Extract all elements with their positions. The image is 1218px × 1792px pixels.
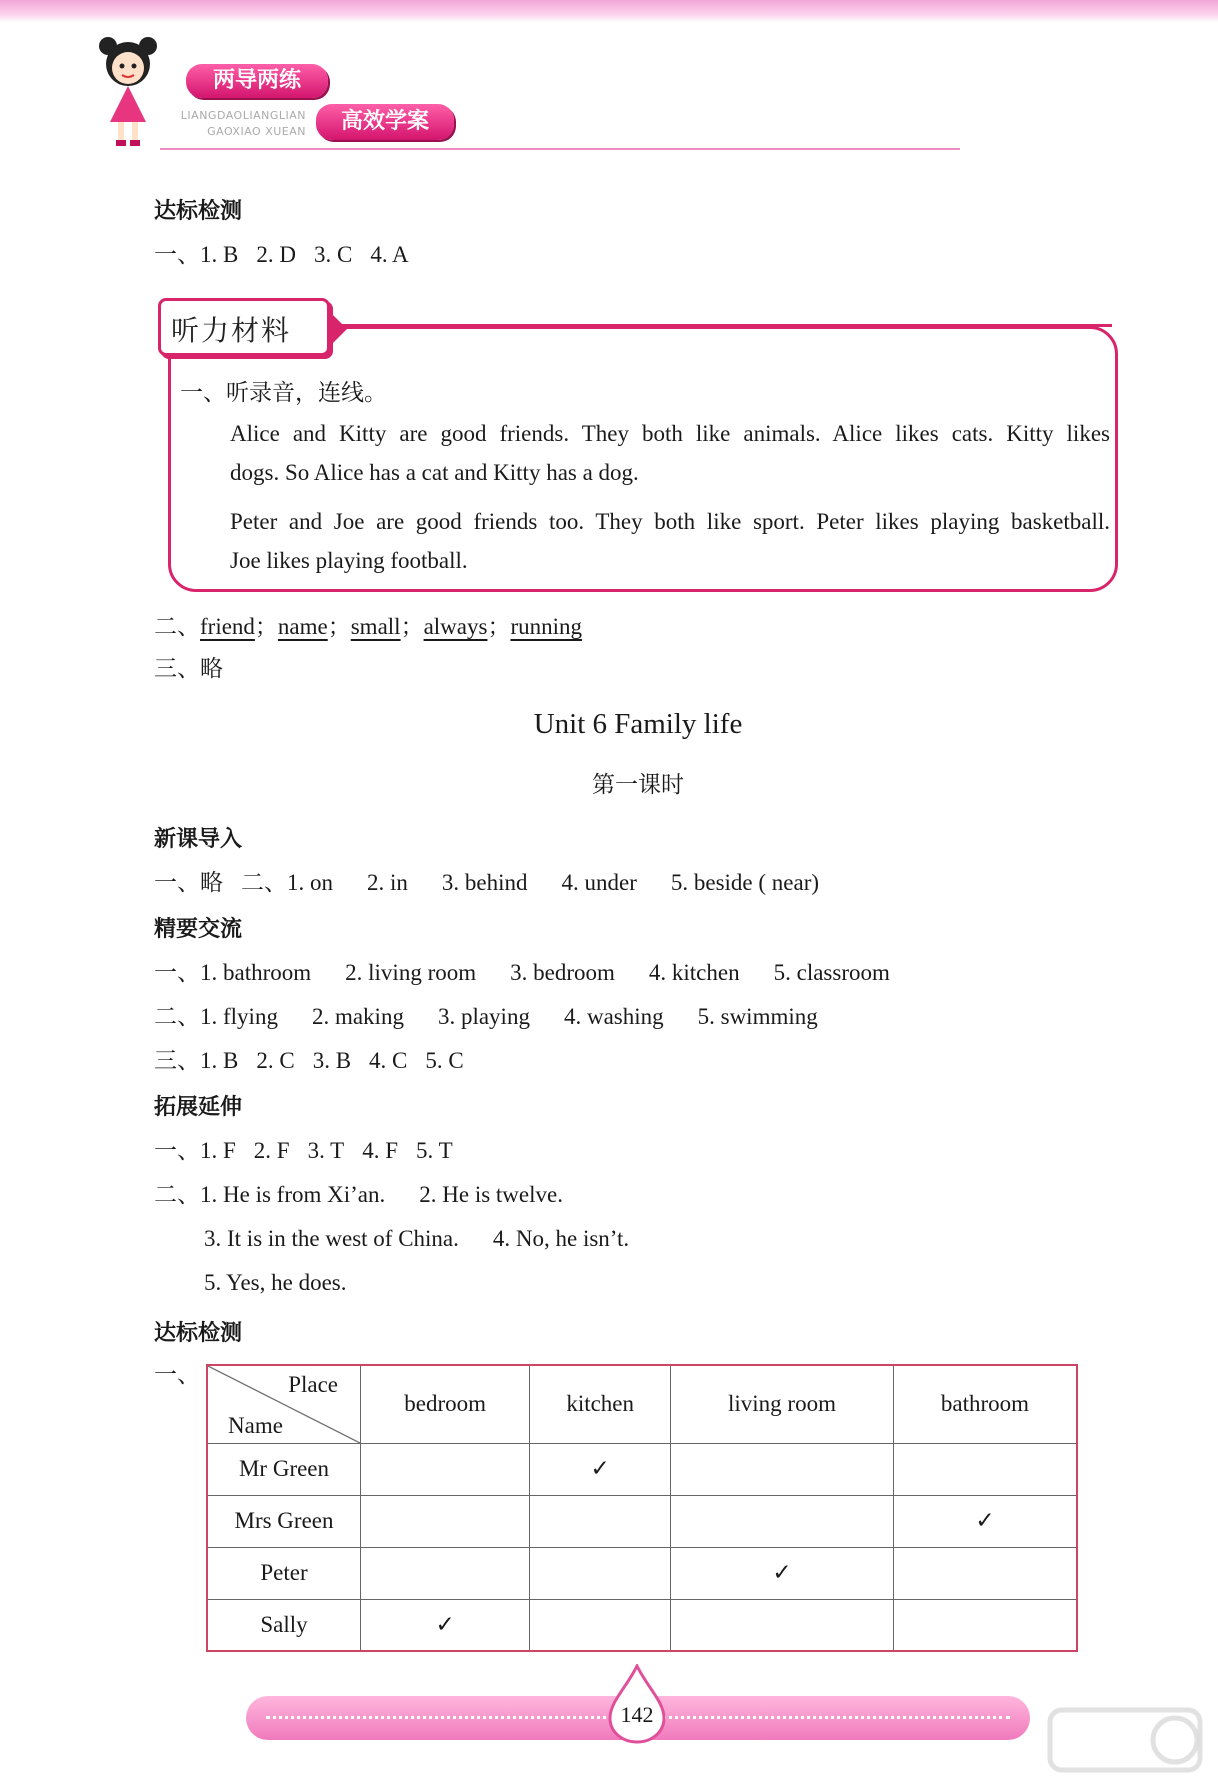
table-row xyxy=(207,1547,1077,1599)
answer: 4. under xyxy=(561,870,637,895)
series-pinyin xyxy=(166,108,306,140)
column-header: kitchen xyxy=(530,1365,671,1443)
series-title-badge: 两导两练 xyxy=(186,64,328,98)
column-header: living room xyxy=(670,1365,893,1443)
table-cell: ✓ xyxy=(894,1495,1078,1547)
header-rule xyxy=(160,148,960,150)
row-name: Mr Green xyxy=(207,1443,361,1495)
table-row xyxy=(207,1495,1077,1547)
underlined-word: friend xyxy=(200,614,255,639)
exchange-q2-answers xyxy=(154,1002,818,1032)
page-number: 142 xyxy=(620,1702,654,1727)
answer: 2. F xyxy=(253,1138,290,1163)
table-cell xyxy=(670,1495,893,1547)
answer: 3. behind xyxy=(441,870,528,895)
separator: ； xyxy=(400,614,424,640)
answer: 4. kitchen xyxy=(648,960,740,985)
prev-q1-answers xyxy=(154,240,409,270)
table-cell xyxy=(894,1599,1078,1651)
paragraph-line: dogs. So Alice has a cat and Kitty has a dog. xyxy=(230,460,639,485)
table-cell xyxy=(361,1547,530,1599)
answer: 2. in xyxy=(367,870,408,895)
q-label: 三、 xyxy=(154,1048,200,1074)
answer: 4. C xyxy=(369,1048,408,1073)
answer: 1. F xyxy=(200,1138,236,1163)
subtitle-badge: 高效学案 xyxy=(316,104,454,140)
underlined-word: name xyxy=(277,614,328,639)
watermark-logo-icon xyxy=(1040,1700,1210,1790)
answer: 3. It is in the west of China. xyxy=(204,1226,459,1251)
q2-word-answers xyxy=(154,612,582,642)
section-heading-exchange: 精要交流 xyxy=(154,917,243,942)
answer: 3. playing xyxy=(437,1004,530,1029)
answer: 2. making xyxy=(311,1004,404,1029)
answer: 4. No, he isn’t. xyxy=(492,1226,630,1251)
paragraph-line: Alice and Kitty are good friends. They both like animals. Alice likes cats. Kitty likes xyxy=(230,421,1110,446)
answer: 5. classroom xyxy=(773,960,890,985)
column-header: bathroom xyxy=(894,1365,1078,1443)
table-cell xyxy=(361,1495,530,1547)
separator: ； xyxy=(487,614,511,640)
section-heading-intro: 新课导入 xyxy=(154,827,243,852)
extend-q1-answers xyxy=(154,1136,453,1166)
table-cell xyxy=(894,1443,1078,1495)
extend-q2-line-2 xyxy=(204,1224,629,1254)
answer: 2. C xyxy=(256,1048,295,1073)
table-cell xyxy=(670,1599,893,1651)
section-heading-check-prev: 达标检测 xyxy=(154,199,243,224)
tab-arrow-icon xyxy=(327,309,347,349)
listening-question: 一、听录音，连线。 xyxy=(180,380,387,406)
q-label: 二、 xyxy=(154,1004,200,1030)
room-answer-table xyxy=(206,1364,1078,1652)
underlined-word: running xyxy=(510,614,583,639)
q-label: 一、 xyxy=(154,1138,200,1164)
answer: 5. T xyxy=(416,1138,453,1163)
answer: 2. D xyxy=(256,242,296,267)
answer: 3. C xyxy=(313,242,353,267)
answer: 1. flying xyxy=(200,1004,278,1029)
listening-title-tab xyxy=(158,298,330,356)
series-pinyin-line-1: LIANGDAOLIANGLIAN xyxy=(180,109,306,122)
unit-title: Unit 6 Family life xyxy=(533,708,743,740)
table-row xyxy=(207,1443,1077,1495)
answer: 2. He is twelve. xyxy=(419,1182,563,1207)
table-cell xyxy=(530,1495,671,1547)
table-cell xyxy=(530,1547,671,1599)
column-header: bedroom xyxy=(361,1365,530,1443)
section-heading-check: 达标检测 xyxy=(154,1321,243,1346)
q-label: 二、 xyxy=(154,1182,200,1208)
table-row xyxy=(207,1599,1077,1651)
extend-q2-line-1 xyxy=(154,1180,563,1210)
table-cell: ✓ xyxy=(530,1443,671,1495)
row-name: Sally xyxy=(207,1599,361,1651)
q-label: 一、 xyxy=(154,242,200,268)
q3-answer: 三、略 xyxy=(154,656,223,682)
table-header-row xyxy=(207,1365,1077,1443)
corner-name-label: Name xyxy=(228,1412,283,1438)
answer: 5. swimming xyxy=(697,1004,818,1029)
q-label: 一、 xyxy=(154,960,200,986)
answer: 1. B xyxy=(200,1048,239,1073)
separator: ； xyxy=(254,614,278,640)
answer: 1. on xyxy=(287,870,333,895)
listening-paragraph-2 xyxy=(230,502,1110,580)
answer: 5. beside ( near) xyxy=(670,870,820,895)
row-name: Mrs Green xyxy=(207,1495,361,1547)
table-cell: ✓ xyxy=(361,1599,530,1651)
answer: 4. A xyxy=(370,242,409,267)
row-name: Peter xyxy=(207,1547,361,1599)
underlined-word: always xyxy=(423,614,488,639)
corner-place-label: Place xyxy=(288,1372,338,1397)
answer: 3. T xyxy=(307,1138,345,1163)
answer: 4. F xyxy=(362,1138,399,1163)
lesson-title: 第一课时 xyxy=(592,772,684,798)
q-answer: 一、略 xyxy=(154,870,223,896)
answer: 1. bathroom xyxy=(200,960,312,985)
top-decor-band xyxy=(0,0,1218,22)
series-pinyin-line-2: GAOXIAO XUEAN xyxy=(207,125,306,138)
answer: 4. washing xyxy=(563,1004,664,1029)
extend-q2-line-3: 5. Yes, he does. xyxy=(204,1270,347,1295)
paragraph-line: Joe likes playing football. xyxy=(230,548,468,573)
intro-answers xyxy=(154,868,819,898)
table-cell xyxy=(894,1547,1078,1599)
answer: 3. B xyxy=(312,1048,352,1073)
check-q1-label: 一、 xyxy=(154,1362,200,1388)
answer: 3. bedroom xyxy=(510,960,615,985)
answer: 1. B xyxy=(200,242,239,267)
separator: ； xyxy=(327,614,351,640)
listening-title: 听力材料 xyxy=(171,314,292,347)
answer: 5. C xyxy=(425,1048,464,1073)
listening-paragraph-1 xyxy=(230,414,1110,492)
exchange-q1-answers xyxy=(154,958,890,988)
table-cell xyxy=(530,1599,671,1651)
answer: 2. living room xyxy=(345,960,477,985)
table-cell: ✓ xyxy=(670,1547,893,1599)
answer: 1. He is from Xi’an. xyxy=(200,1182,386,1207)
section-heading-extend: 拓展延伸 xyxy=(154,1095,243,1120)
q-label: 二、 xyxy=(241,870,287,896)
paragraph-line: Peter and Joe are good friends too. They both like sport. Peter likes playing basketball. xyxy=(230,509,1110,534)
table-cell xyxy=(361,1443,530,1495)
underlined-word: small xyxy=(350,614,401,639)
cartoon-girl-icon xyxy=(88,30,168,150)
q-label: 二、 xyxy=(154,614,200,640)
exchange-q3-answers xyxy=(154,1046,464,1076)
table-cell xyxy=(670,1443,893,1495)
table-corner-cell xyxy=(207,1365,361,1443)
